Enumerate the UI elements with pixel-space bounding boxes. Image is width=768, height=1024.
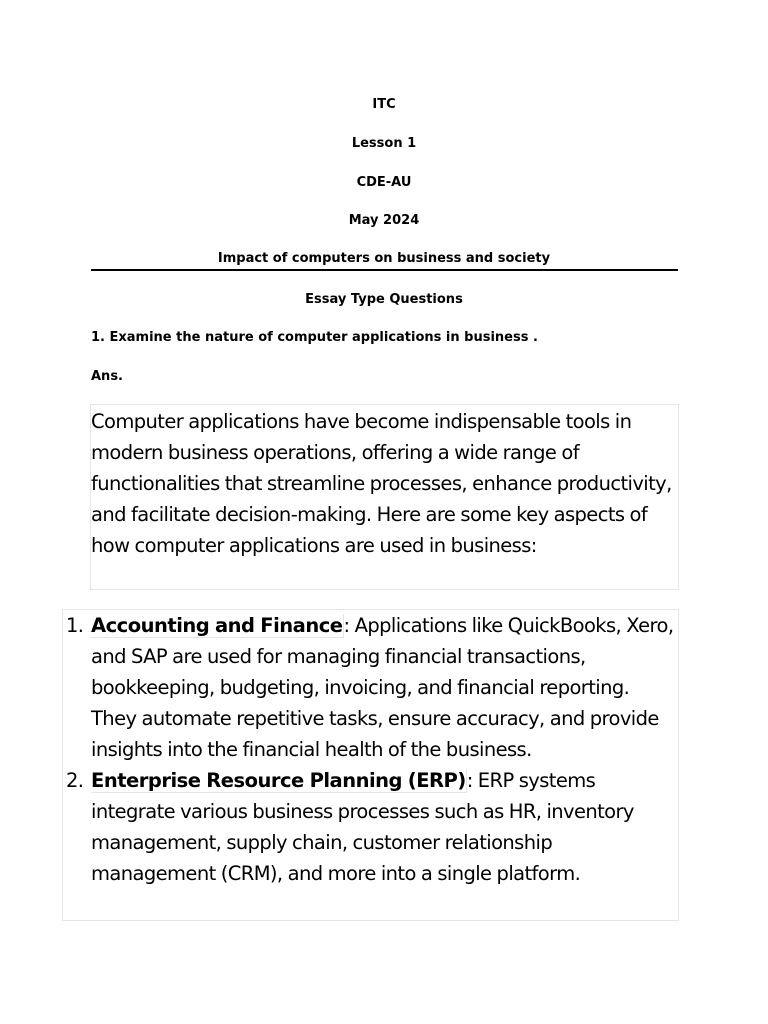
title-divider	[91, 269, 678, 271]
answer-list-box	[62, 609, 679, 921]
list-item-description: : Applications like QuickBooks, Xero, and SAP are used for managing financial transactions, bookkeeping, budgeting, invoicing, and financial reporting. They automate repetitive tasks, ensure accuracy, and provide insights into the financial health of the business.	[91, 614, 674, 761]
list-item-description: : ERP systems integrate various business processes such as HR, inventory management, supply chain, customer relationship management (CRM), and more into a single platform.	[91, 769, 634, 885]
course-title: ITC	[372, 97, 396, 112]
list-item	[63, 610, 678, 765]
list-item-term: Enterprise Resource Planning (ERP)	[91, 769, 466, 792]
answer-list	[63, 610, 678, 889]
list-item-number: 2.	[66, 769, 84, 792]
answer-intro-text: Computer applications have become indispensable tools in modern business operations, offering a wide range of functionalities that streamline processes, enhance productivity, and facilitate decision-making. Here are some key aspects of how computer applications are used in business:	[91, 410, 672, 557]
topic-title: Impact of computers on business and society	[217, 251, 551, 266]
lesson-title: Lesson 1	[351, 136, 417, 151]
institution-name: CDE-AU	[356, 175, 412, 190]
answer-label: Ans.	[91, 369, 123, 384]
list-item	[63, 765, 678, 889]
section-title: Essay Type Questions	[305, 292, 463, 307]
question-text: 1. Examine the nature of computer applications in business .	[91, 330, 538, 345]
list-item-term: Accounting and Finance	[91, 614, 343, 637]
list-item-number: 1.	[66, 614, 84, 637]
document-date: May 2024	[348, 213, 420, 228]
answer-intro-box	[90, 404, 679, 590]
